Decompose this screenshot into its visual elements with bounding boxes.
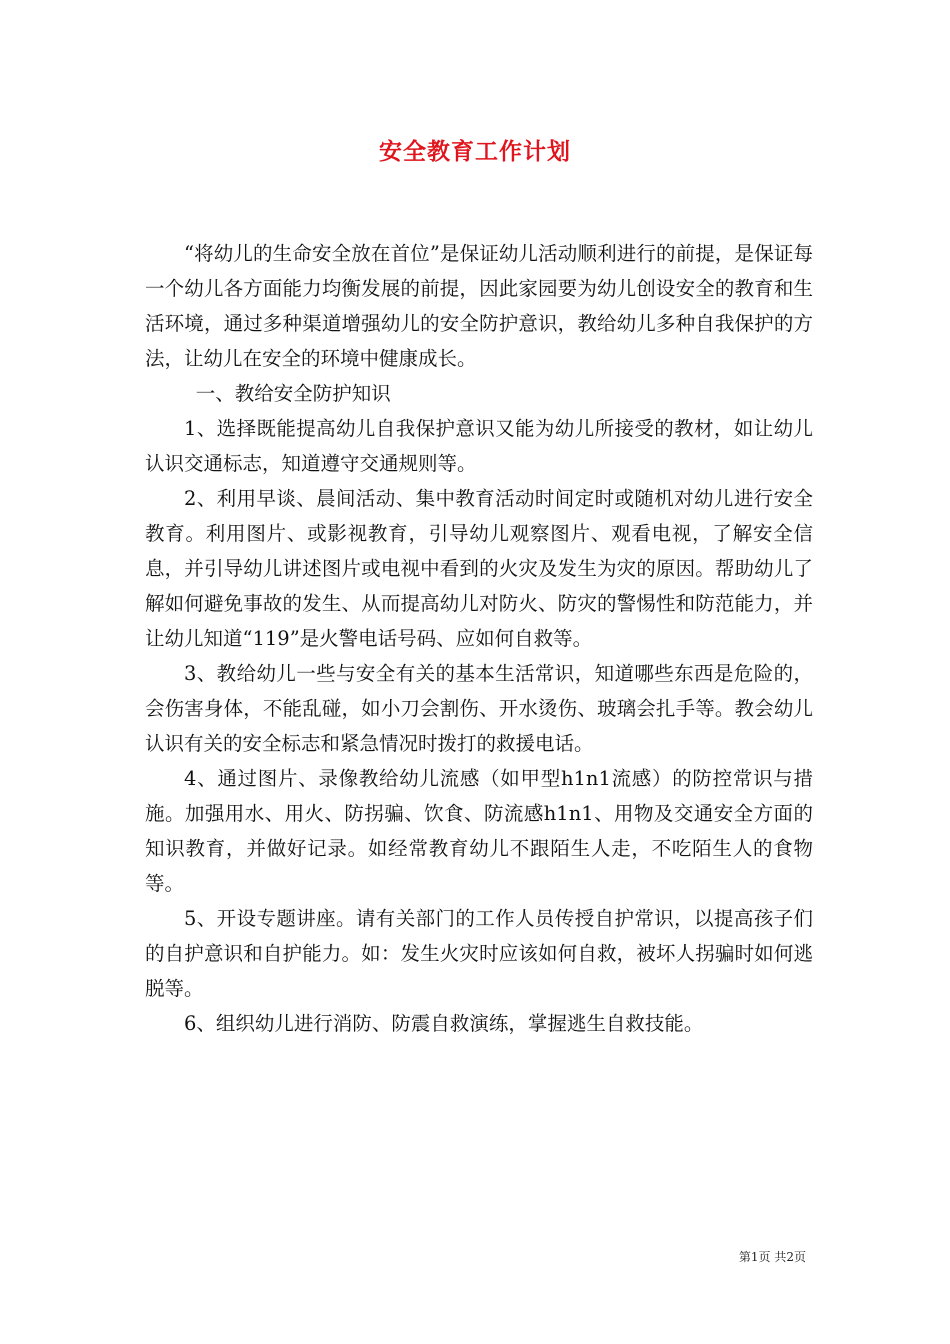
footer-prefix: 第 — [738, 1250, 751, 1264]
list-item: 4、通过图片、录像教给幼儿流感（如甲型h1n1流感）的防控常识与措施。加强用水、用火、防拐骗、饮食、防流感h1n1、用物及交通安全方面的知识教育，并做好记录。如经常教育幼儿不跟陌生人走，不吃陌生人的食物等。 — [145, 767, 813, 895]
intro-paragraph: “将幼儿的生命安全放在首位”是保证幼儿活动顺利进行的前提，是保证每一个幼儿各方面能力均衡发展的前提，因此家园要为幼儿创设安全的教育和生活环境，通过多种渠道增强幼儿的安全防护意识，教给幼儿多种自我保护的方法，让幼儿在安全的环境中健康成长。 — [145, 242, 813, 370]
list-item: 5、开设专题讲座。请有关部门的工作人员传授自护常识，以提高孩子们的自护意识和自护能力。如：发生火灾时应该如何自救，被坏人拐骗时如何逃脱等。 — [145, 907, 813, 1000]
page-title: 安全教育工作计划 — [379, 138, 571, 165]
list-item: 1、选择既能提高幼儿自我保护意识又能为幼儿所接受的教材，如让幼儿认识交通标志，知道遵守交通规则等。 — [145, 417, 813, 475]
total-pages-number: 2 — [786, 1250, 794, 1264]
list-item: 2、利用早谈、晨间活动、集中教育活动时间定时或随机对幼儿进行安全教育。利用图片、或影视教育，引导幼儿观察图片、观看电视，了解安全信息，并引导幼儿讲述图片或电视中看到的火灾及发生为灾的原因。帮助幼儿了解如何避免事故的发生、从而提高幼儿对防火、防灾的警惕性和防范能力，并让幼儿知道“119”是火警电话号码、应如何自救等。 — [145, 487, 813, 650]
footer-middle: 页 共 — [758, 1250, 787, 1264]
document-body — [145, 236, 813, 1041]
footer-suffix: 页 — [793, 1250, 806, 1264]
list-item: 3、教给幼儿一些与安全有关的基本生活常识，知道哪些东西是危险的，会伤害身体，不能乱碰，如小刀会割伤、开水烫伤、玻璃会扎手等。教会幼儿认识有关的安全标志和紧急情况时拨打的救援电话。 — [145, 662, 813, 755]
page-number-footer — [739, 1248, 806, 1265]
section-heading: 一、教给安全防护知识 — [195, 382, 391, 405]
list-item: 6、组织幼儿进行消防、防震自救演练，掌握逃生自救技能。 — [184, 1012, 704, 1035]
current-page-number: 1 — [750, 1250, 759, 1264]
